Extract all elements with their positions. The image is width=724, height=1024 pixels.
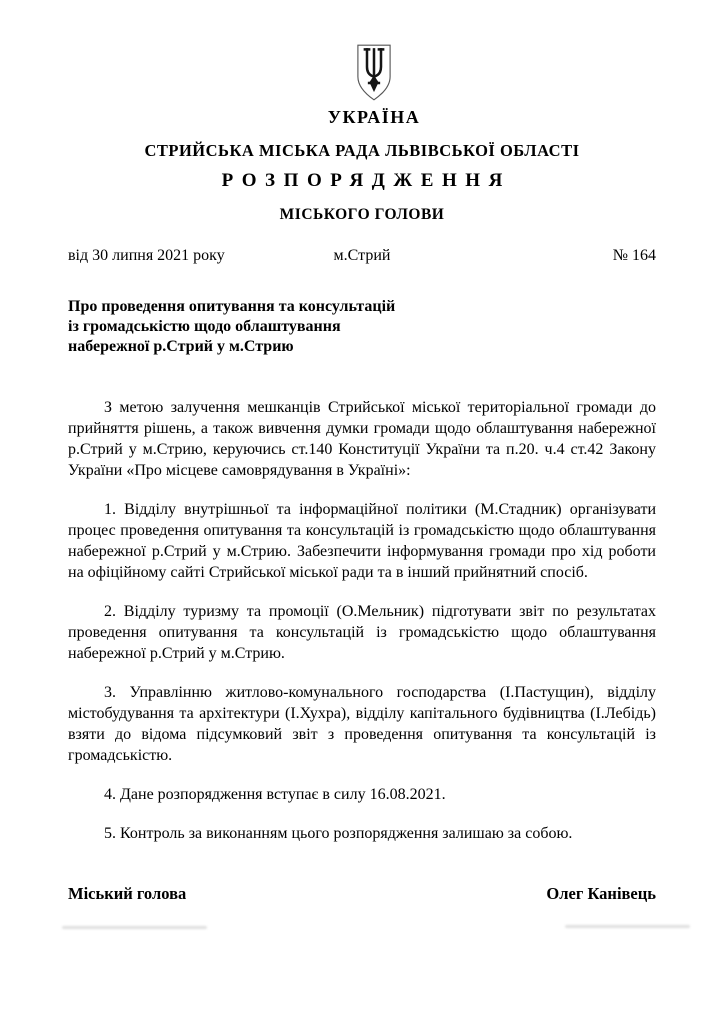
paragraph-item-4: 4. Дане розпорядження вступає в силу 16.08.2021.	[104, 785, 446, 803]
document-number: № 164	[612, 246, 656, 264]
country-name: УКРАЇНА	[327, 107, 421, 127]
document-city: м.Стрий	[333, 246, 391, 264]
document-subject	[68, 297, 656, 357]
document-subtype: МІСЬКОГО ГОЛОВИ	[279, 206, 445, 224]
ukraine-trident-icon	[353, 43, 395, 102]
signatory-name: Олег Канівець	[546, 883, 656, 903]
paragraph-preamble: З метою залучення мешканців Стрийської міської територіальної громади до прийняття рішень, а також вивчення думки громади щодо облаштування набережної р.Стрий у м.Стрию, керуючись ст.140 Конституції України та п.20. ч.4 ст.42 Закону України «Про місцеве самоврядування в Україні»:	[68, 398, 656, 479]
signatory-position: Міський голова	[68, 883, 187, 903]
coat-of-arms	[80, 43, 668, 102]
paragraph-item-5: 5. Контроль за виконанням цього розпорядження залишаю за собою.	[104, 824, 573, 842]
signature-row	[68, 884, 656, 904]
document-type-title: РОЗПОРЯДЖЕННЯ	[221, 170, 511, 192]
subject-line-3: набережної р.Стрий у м.Стрию	[68, 337, 294, 355]
paragraph-item-2: 2. Відділу туризму та промоції (О.Мельник) підготувати звіт по результатах проведення опитування та консультацій із громадськістю щодо облаштування набережної р.Стрий у м.Стрию.	[68, 602, 656, 662]
scan-artifact-left	[62, 926, 207, 929]
paragraph-item-3: 3. Управлінню житлово-комунального господарства (І.Пастущин), відділу містобудування та архітектури (І.Хухра), відділу капітального будівництва (І.Лебідь) взяти до відома підсумковий звіт з проведення опитування та консультацій із громадськістю.	[68, 683, 656, 764]
subject-line-1: Про проведення опитування та консультацій	[68, 297, 396, 315]
date-row	[68, 247, 656, 265]
paragraph-item-1: 1. Відділу внутрішньої та інформаційної політики (М.Стадник) організувати процес проведення опитування та консультацій із громадськістю щодо облаштування набережної р.Стрий у м.Стрию. Забезпечити інформування громади про хід роботи на офіційному сайті Стрийської міської ради та в інший прийнятний спосіб.	[68, 500, 656, 581]
subject-line-2: із громадськістю щодо облаштування	[68, 317, 341, 335]
scan-artifact-right	[565, 925, 690, 928]
council-name: СТРИЙСЬКА МІСЬКА РАДА ЛЬВІВСЬКОЇ ОБЛАСТІ	[144, 140, 580, 160]
document-date: від 30 липня 2021 року	[68, 246, 225, 264]
